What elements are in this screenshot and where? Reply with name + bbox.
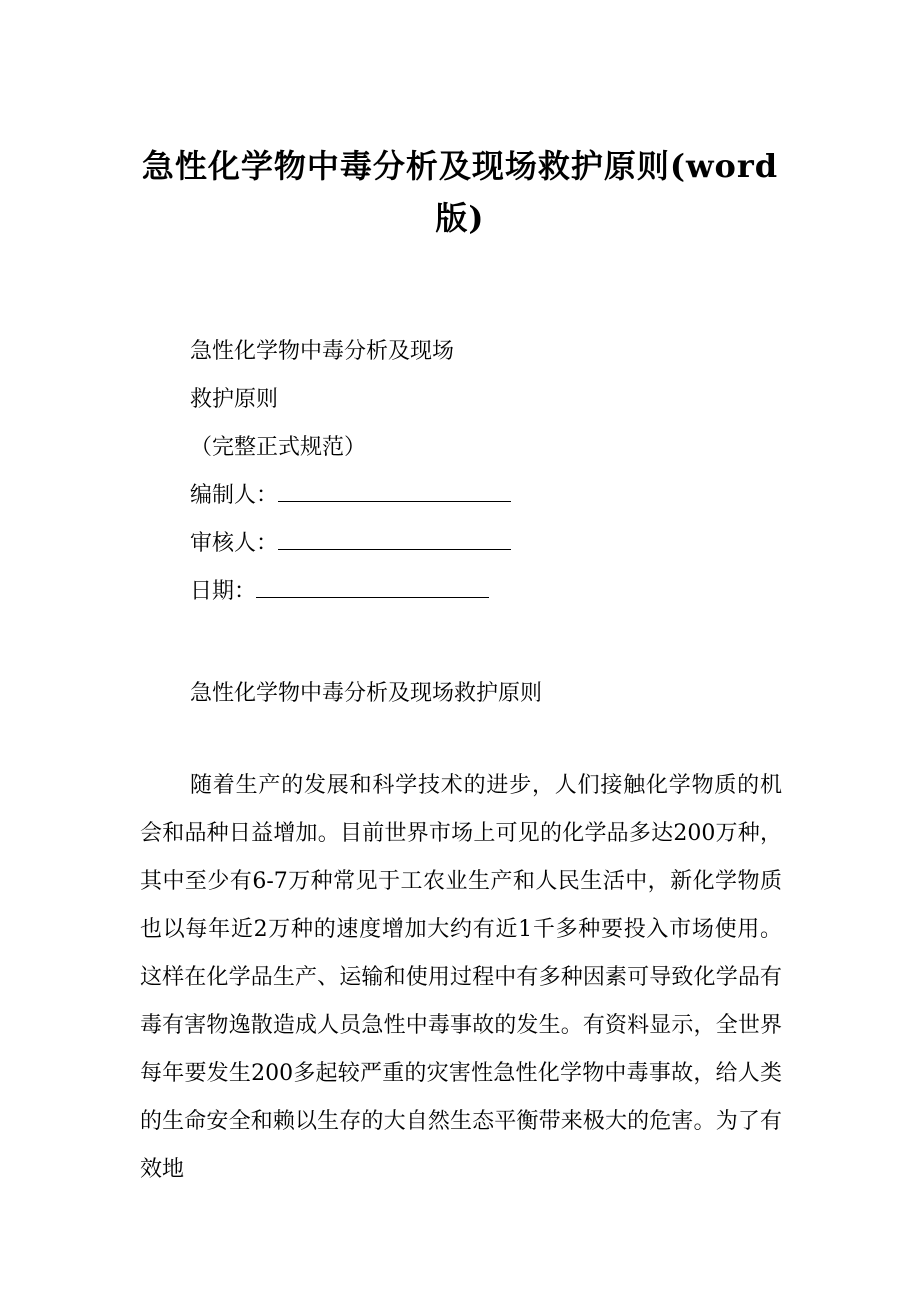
section-heading: 急性化学物中毒分析及现场救护原则 xyxy=(190,681,543,706)
cover-subtitle-line-1: 急性化学物中毒分析及现场 xyxy=(190,339,455,364)
date-blank xyxy=(256,571,489,598)
editor-label: 编制人： xyxy=(190,483,279,508)
reviewer-blank xyxy=(278,523,511,550)
reviewer-label: 审核人： xyxy=(190,531,279,556)
cover-note: （完整正式规范） xyxy=(190,435,367,460)
cover-block xyxy=(190,328,790,616)
date-line xyxy=(190,568,790,616)
reviewer-line xyxy=(190,520,790,568)
cover-subtitle-line-2: 救护原则 xyxy=(190,387,279,412)
document-title: 急性化学物中毒分析及现场救护原则(word版) xyxy=(141,147,779,237)
body-paragraph: 随着生产的发展和科学技术的进步，人们接触化学物质的机会和品种日益增加。目前世界市场上可见的化学品多达200万种，其中至少有6-7万种常见于工农业生产和人民生活中，新化学物质也以每年近2万种的速度增加大约有近1千多种要投入市场使用。这样在化学品生产、运输和使用过程中有多种因素可导致化学品有毒有害物逸散造成人员急性中毒事故的发生。有资料显示，全世界每年要发生200多起较严重的灾害性急性化学物中毒事故，给人类的生命安全和赖以生存的大自然生态平衡带来极大的危害。为了有效地 xyxy=(140,773,782,1182)
editor-line xyxy=(190,472,790,520)
date-label: 日期： xyxy=(190,579,257,604)
editor-blank xyxy=(278,475,511,502)
